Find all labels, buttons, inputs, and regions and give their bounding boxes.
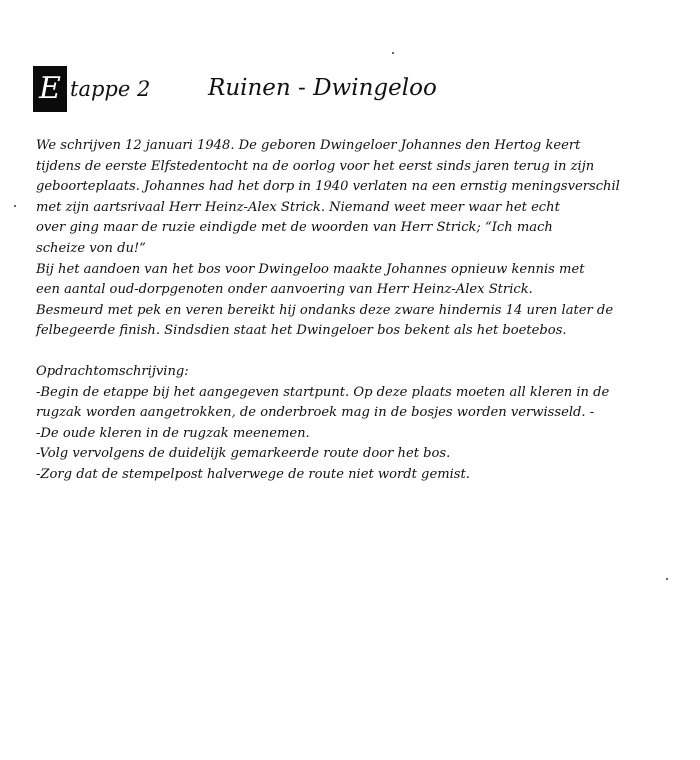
stage-header [33, 66, 673, 114]
stage-drop-cap: E [33, 66, 67, 112]
assignment-line: -De oude kleren in de rugzak meenemen. [36, 425, 310, 441]
story-line: over ging maar de ruzie eindigde met de woorden van Herr Strick; “Ich mach [36, 220, 553, 236]
scan-speck [666, 578, 668, 580]
story-line: geboorteplaats. Johannes had het dorp in 1940 verlaten na een ernstig meningsverschil [36, 179, 620, 195]
paragraph-spacer [36, 342, 636, 362]
story-line: scheize von du!” [36, 240, 146, 256]
scan-speck [14, 205, 16, 207]
assignment-line: rugzak worden aangetrokken, de onderbroek mag in de bosjes worden verwisseld. - [36, 405, 595, 421]
story-line: felbegeerde finish. Sindsdien staat het Dwingeloer bos bekent als het boetebos. [36, 323, 567, 339]
assignment-line: -Begin de etappe bij het aangegeven startpunt. Op deze plaats moeten all kleren in de [36, 384, 610, 400]
route-title: Ruinen - Dwingeloo [208, 75, 437, 101]
story-line: Bij het aandoen van het bos voor Dwingeloo maakte Johannes opnieuw kennis met [36, 261, 585, 277]
story-line: We schrijven 12 januari 1948. De geboren Dwingeloer Johannes den Hertog keert [36, 138, 581, 153]
story-line: tijdens de eerste Elfstedentocht na de oorlog voor het eerst sinds jaren terug in zijn [36, 158, 595, 174]
story-line: Besmeurd met pek en veren bereikt hij ondanks deze zware hindernis 14 uren later de [36, 302, 614, 318]
story-line: met zijn aartsrivaal Herr Heinz-Alex Strick. Niemand weet meer waar het echt [36, 199, 560, 215]
assignment-section [36, 362, 636, 486]
page-body [36, 136, 636, 486]
assignment-line: -Volg vervolgens de duidelijk gemarkeerde route door het bos. [36, 446, 451, 462]
story-paragraph [36, 136, 636, 342]
assignment-line: -Zorg dat de stempelpost halverwege de route niet wordt gemist. [36, 466, 470, 482]
assignment-heading: Opdrachtomschrijving: [36, 363, 189, 379]
story-line: een aantal oud-dorpgenoten onder aanvoering van Herr Heinz-Alex Strick. [36, 282, 533, 298]
scan-speck [392, 52, 394, 54]
stage-title: tappe 2 [70, 77, 151, 101]
